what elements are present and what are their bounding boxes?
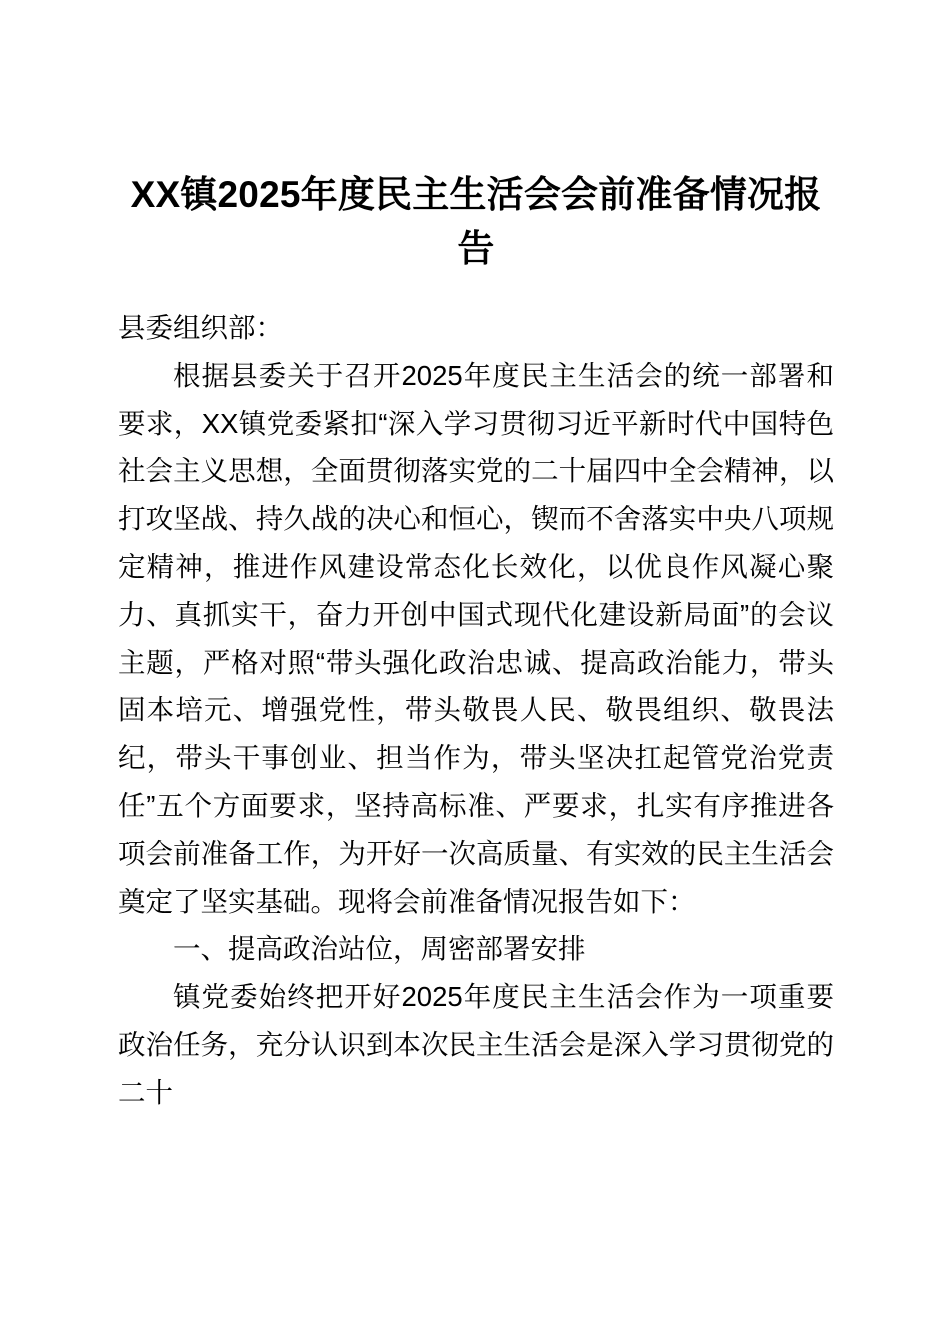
body-paragraph-1: 根据县委关于召开2025年度民主生活会的统一部署和要求，XX镇党委紧扣“深入学习贯彻习近平新时代中国特色社会主义思想，全面贯彻落实党的二十届四中全会精神，以打攻坚战、持久战的决心和恒心，锲而不舍落实中央八项规定精神，推进作风建设常态化长效化，以优良作风凝心聚力、真抓实干，奋力开创中国式现代化建设新局面”的会议主题，严格对照“带头强化政治忠诚、提高政治能力，带头固本培元、增强党性，带头敬畏人民、敬畏组织、敬畏法纪，带头干事创业、担当作为，带头坚决扛起管党治党责任”五个方面要求，坚持高标准、严要求，扎实有序推进各项会前准备工作，为开好一次高质量、有实效的民主生活会奠定了坚实基础。现将会前准备情况报告如下： bbox=[118, 359, 834, 917]
document-body bbox=[118, 304, 834, 1117]
document-content bbox=[118, 0, 834, 1117]
body-paragraph-2: 镇党委始终把开好2025年度民主生活会作为一项重要政治任务，充分认识到本次民主生活会是深入学习贯彻党的二十 bbox=[118, 981, 834, 1108]
page-title-text: XX镇2025年度民主生活会会前准备情况报告 bbox=[130, 174, 822, 269]
page-title bbox=[118, 0, 834, 276]
salutation-text: 县委组织部： bbox=[118, 312, 283, 343]
salutation-line bbox=[118, 304, 834, 352]
section-heading-1: 一、提高政治站位，周密部署安排 bbox=[173, 933, 586, 965]
